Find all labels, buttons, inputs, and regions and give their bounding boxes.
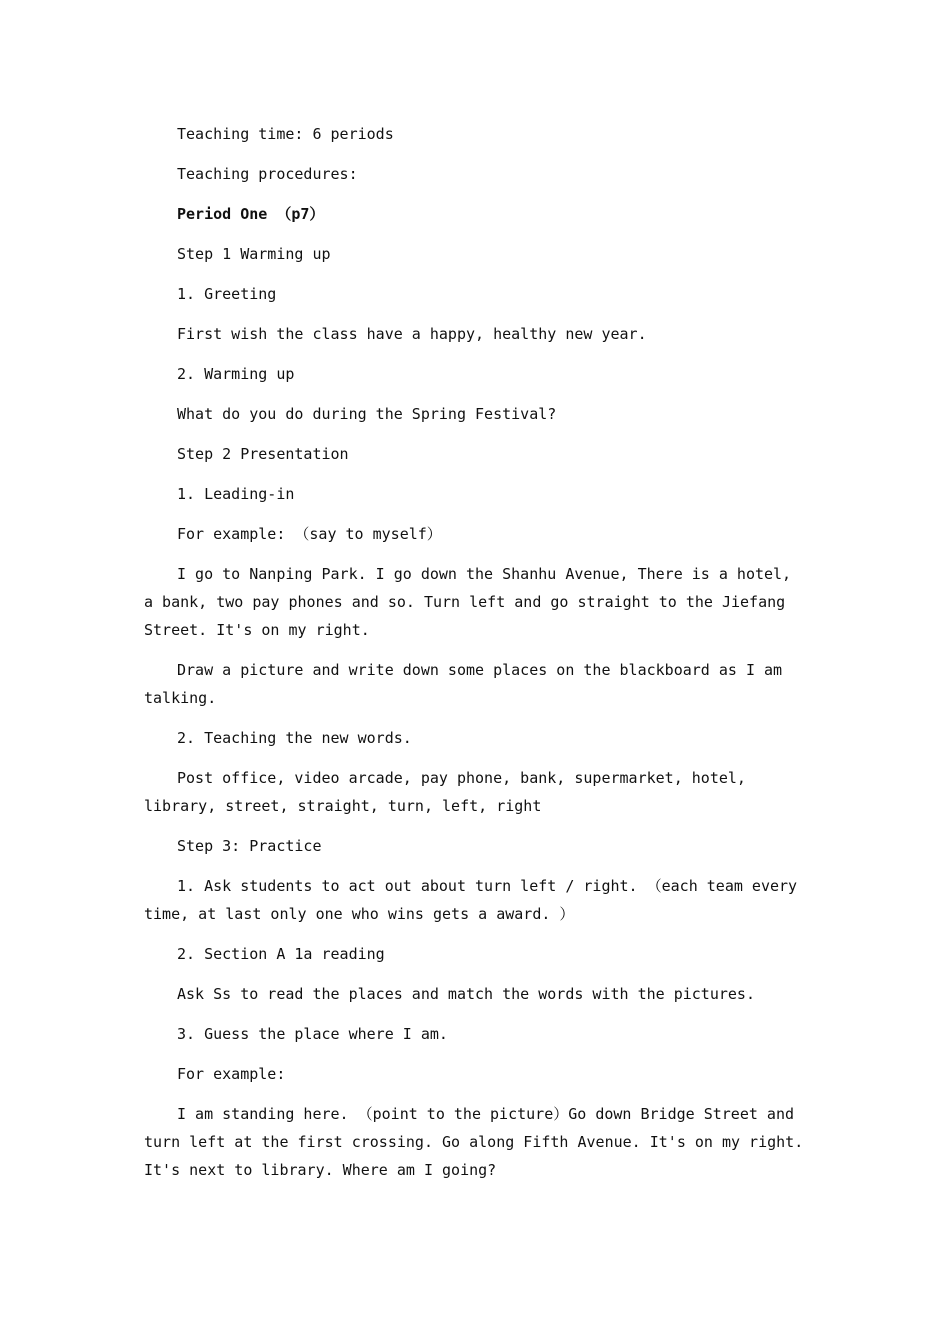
example-label: For example:	[177, 1065, 286, 1083]
vocabulary-list: Post office, video arcade, pay phone, bank, supermarket, hotel, library, street, straight, turn, left, right	[144, 769, 755, 815]
leading-in-item: 1. Leading-in	[177, 485, 295, 503]
standing-here-paragraph: I am standing here. （point to the picture）Go down Bridge Street and turn left at the first crossing. Go along Fifth Avenue. It's on my right. It's next to library. Where am I going?	[144, 1105, 813, 1179]
teaching-time: Teaching time: 6 periods	[177, 125, 394, 143]
teaching-procedures-heading: Teaching procedures:	[177, 165, 358, 183]
section-a-item: 2. Section A 1a reading	[177, 945, 385, 963]
act-out-item: 1. Ask students to act out about turn left / right. （each team every time, at last only one who wins gets a award. ）	[144, 877, 807, 923]
document-body	[144, 120, 813, 1196]
guess-place-item: 3. Guess the place where I am.	[177, 1025, 448, 1043]
step-1-heading: Step 1 Warming up	[177, 245, 331, 263]
example-intro: For example: （say to myself）	[177, 525, 442, 543]
new-words-item: 2. Teaching the new words.	[177, 729, 412, 747]
nanping-park-paragraph: I go to Nanping Park. I go down the Shanhu Avenue, There is a hotel, a bank, two pay phones and so. Turn left and go straight to the Jiefang Street. It's on my right.	[144, 565, 801, 639]
greeting-text: First wish the class have a happy, healthy new year.	[177, 325, 647, 343]
warming-up-question: What do you do during the Spring Festival?	[177, 405, 557, 423]
step-2-heading: Step 2 Presentation	[177, 445, 349, 463]
warming-up-item: 2. Warming up	[177, 365, 295, 383]
greeting-item: 1. Greeting	[177, 285, 277, 303]
draw-picture-paragraph: Draw a picture and write down some places on the blackboard as I am talking.	[144, 661, 792, 707]
step-3-heading: Step 3: Practice	[177, 837, 322, 855]
period-one-heading: Period One （p7）	[177, 205, 325, 223]
match-words-text: Ask Ss to read the places and match the words with the pictures.	[177, 985, 755, 1003]
